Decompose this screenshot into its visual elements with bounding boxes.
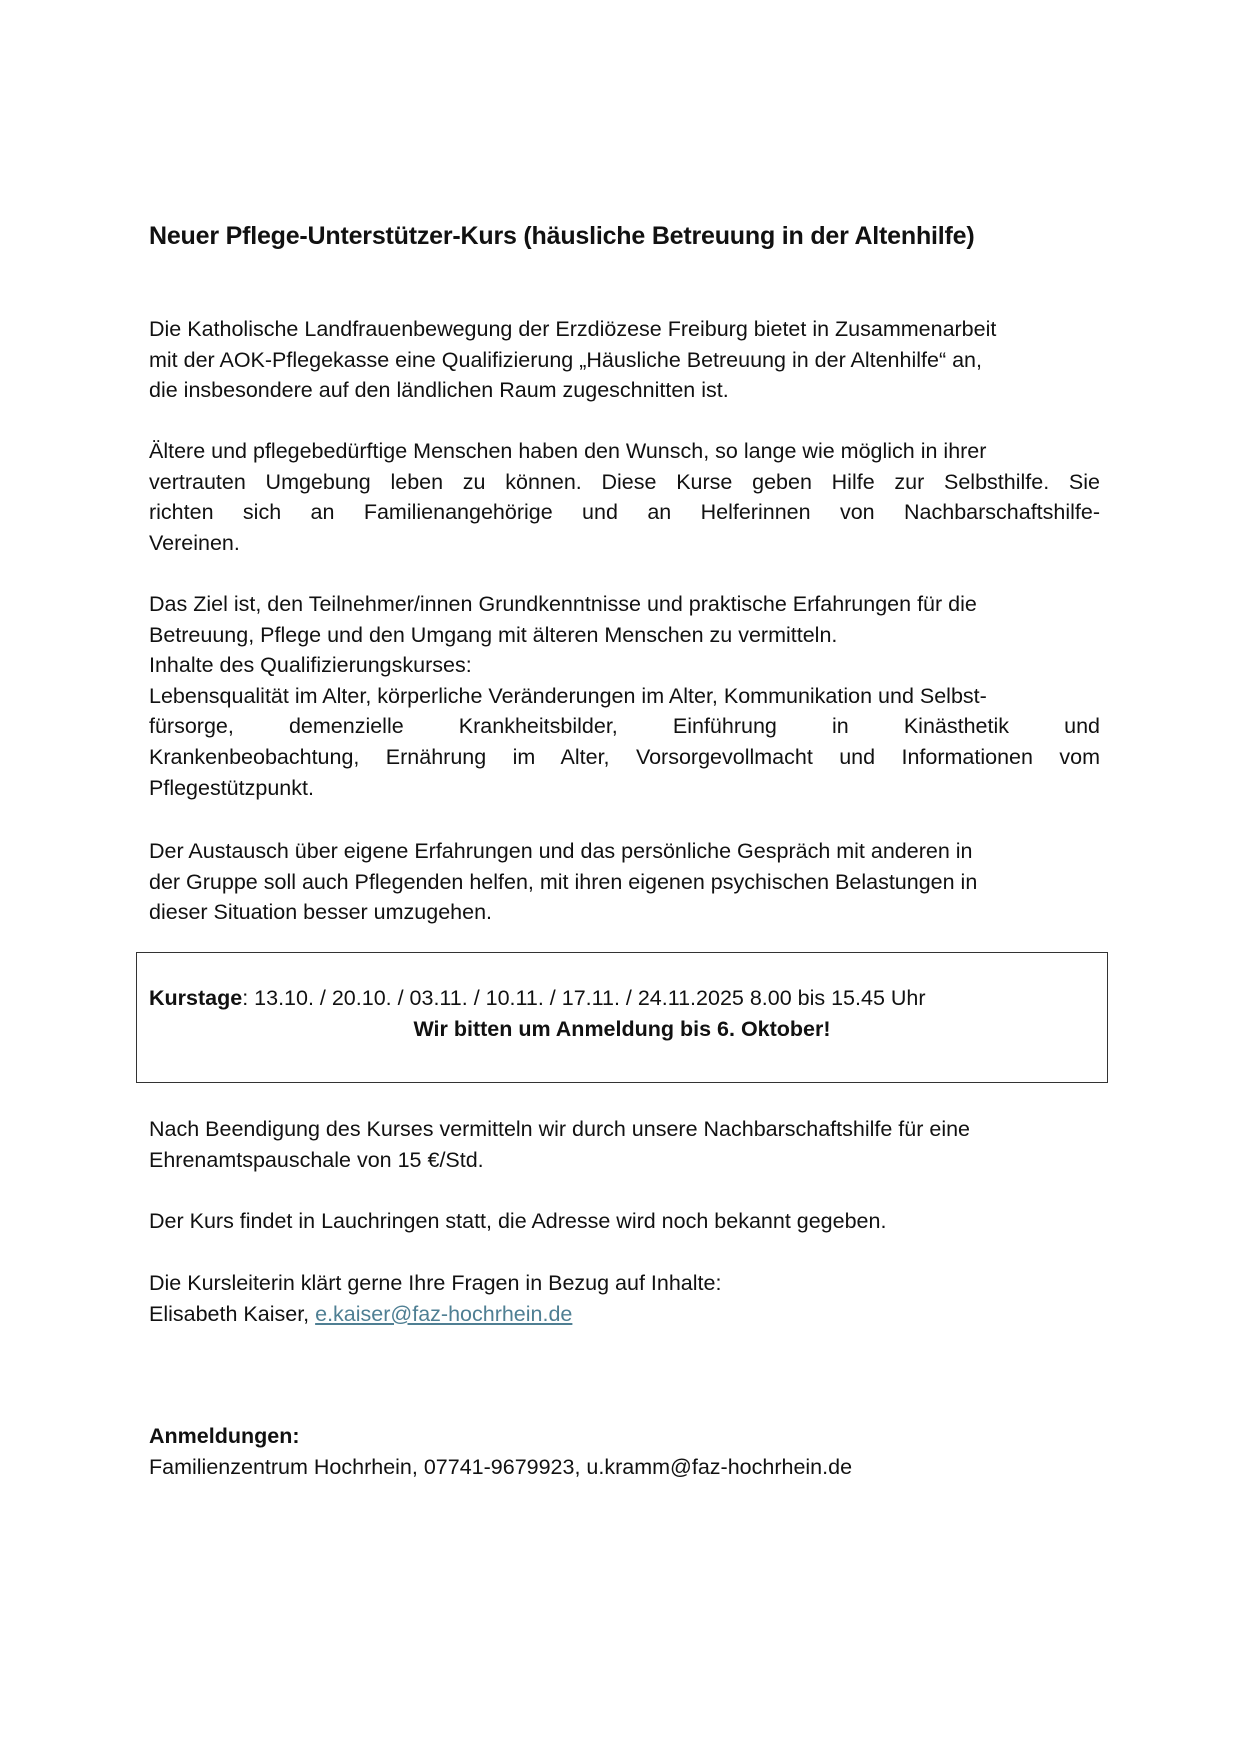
course-dates-label: Kurstage [149,986,243,1010]
contact-name: Elisabeth Kaiser, [149,1301,316,1326]
contact-line [149,1299,1100,1330]
after-course-line: Nach Beendigung des Kurses vermitteln wir durch unsere Nachbarschaftshilfe für eine [149,1117,971,1141]
exchange-line: Der Austausch über eigene Erfahrungen und das persönliche Gespräch mit anderen in [149,839,973,863]
course-dates-value: : 13.10. / 20.10. / 03.11. / 10.11. / 17.11. / 24.11.2025 8.00 bis 15.45 Uhr [242,986,926,1010]
after-course-paragraph [149,1114,1100,1175]
motivation-line: Vereinen. [149,530,240,555]
after-course-line: Ehrenamtspauschale von 15 €/Std. [149,1147,484,1172]
course-dates-line [149,986,926,1011]
intro-line: mit der AOK-Pflegekasse eine Qualifizierung „Häusliche Betreuung in der Altenhilfe“ an, [149,347,982,372]
registration-details: Familienzentrum Hochrhein, 07741-9679923, u.kramm@faz-hochrhein.de [149,1454,853,1479]
motivation-line: vertrauten Umgebung leben zu können. Diese Kurse geben Hilfe zur Selbsthilfe. Sie [149,469,1100,494]
registration-deadline: Wir bitten um Anmeldung bis 6. Oktober! [413,1017,831,1041]
contents-line: Pflegestützpunkt. [149,775,314,800]
contact-paragraph [149,1268,1100,1329]
registration-paragraph [149,1421,1100,1482]
intro-line: Die Katholische Landfrauenbewegung der Erzdiözese Freiburg bietet in Zusammenarbeit [149,317,997,341]
goal-paragraph [149,589,1100,803]
motivation-line: richten sich an Familienangehörige und an Helferinnen von Nachbarschaftshilfe- [149,500,1100,525]
contents-heading: Inhalte des Qualifizierungskurses: [149,653,472,678]
document-title: Neuer Pflege-Unterstützer-Kurs (häusliche Betreuung in der Altenhilfe) [149,222,975,250]
location-paragraph [149,1206,1100,1237]
motivation-paragraph [149,436,1100,558]
location-text: Der Kurs findet in Lauchringen statt, die Adresse wird noch bekannt gegeben. [149,1209,887,1233]
contact-email-link[interactable]: e.kaiser@faz-hochrhein.de [315,1301,573,1326]
exchange-line: der Gruppe soll auch Pflegenden helfen, mit ihren eigenen psychischen Belastungen in [149,869,978,894]
goal-line: Betreuung, Pflege und den Umgang mit älteren Menschen zu vermitteln. [149,622,838,647]
intro-paragraph [149,314,1100,406]
course-dates-box [136,952,1108,1083]
contact-intro: Die Kursleiterin klärt gerne Ihre Fragen in Bezug auf Inhalte: [149,1271,722,1295]
intro-line: die insbesondere auf den ländlichen Raum zugeschnitten ist. [149,378,729,403]
contents-line: Krankenbeobachtung, Ernährung im Alter, Vorsorgevollmacht und Informationen vom [149,744,1100,769]
exchange-line: dieser Situation besser umzugehen. [149,900,493,925]
registration-heading: Anmeldungen: [149,1424,300,1448]
contents-line: fürsorge, demenzielle Krankheitsbilder, Einführung in Kinästhetik und [149,714,1100,739]
exchange-paragraph [149,836,1100,928]
contents-line: Lebensqualität im Alter, körperliche Veränderungen im Alter, Kommunikation und Selbst- [149,683,987,708]
motivation-line: Ältere und pflegebedürftige Menschen haben den Wunsch, so lange wie möglich in ihrer [149,439,987,463]
goal-line: Das Ziel ist, den Teilnehmer/innen Grundkenntnisse und praktische Erfahrungen für die [149,592,977,616]
